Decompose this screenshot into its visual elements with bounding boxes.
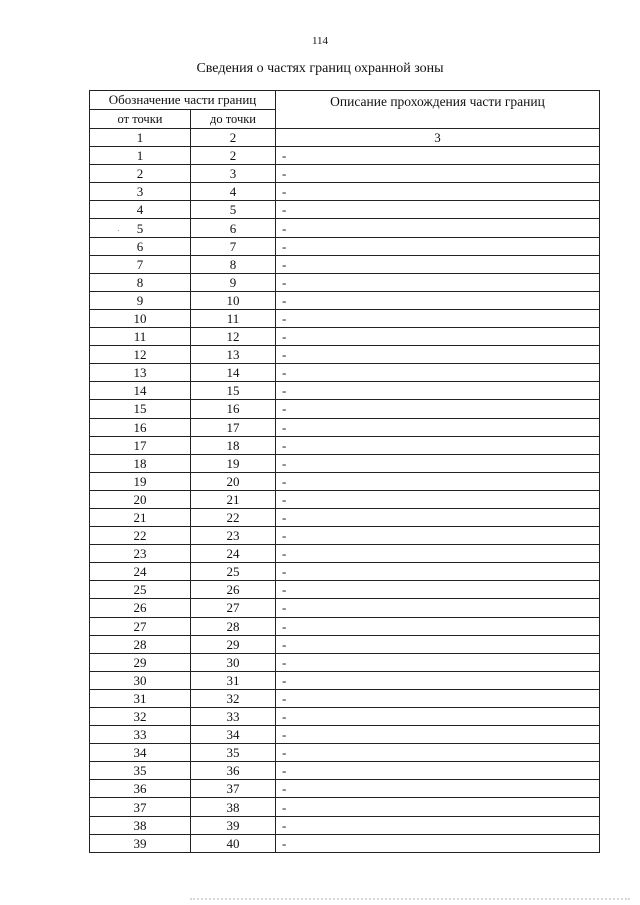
table-row [90,400,600,418]
to-point-cell: 35 [191,744,276,762]
description-cell: - [276,527,600,545]
to-point-cell: 25 [191,563,276,581]
to-point-cell: 39 [191,816,276,834]
header-from-point: от точки [90,110,191,129]
from-point-cell: 39 [90,834,191,852]
table-row [90,508,600,526]
description-cell: - [276,291,600,309]
description-cell: - [276,364,600,382]
from-point-cell: 5 [90,219,191,237]
description-cell: - [276,762,600,780]
table-row [90,201,600,219]
to-point-cell: 19 [191,454,276,472]
from-point-cell: 36 [90,780,191,798]
to-point-cell: 17 [191,418,276,436]
to-point-cell: 16 [191,400,276,418]
from-point-cell: 31 [90,689,191,707]
description-cell: - [276,780,600,798]
from-point-cell: 1 [90,147,191,165]
from-point-cell: 20 [90,490,191,508]
to-point-cell: 2 [191,147,276,165]
table-row [90,671,600,689]
table-row [90,635,600,653]
from-point-cell: 17 [90,436,191,454]
table-row [90,581,600,599]
table-row [90,834,600,852]
table-row [90,454,600,472]
to-point-cell: 37 [191,780,276,798]
description-cell: - [276,472,600,490]
to-point-cell: 26 [191,581,276,599]
from-point-cell: 12 [90,346,191,364]
to-point-cell: 10 [191,291,276,309]
description-cell: - [276,436,600,454]
table-row [90,762,600,780]
to-point-cell: 30 [191,653,276,671]
to-point-cell: 9 [191,273,276,291]
description-cell: - [276,744,600,762]
description-cell: - [276,490,600,508]
to-point-cell: 34 [191,726,276,744]
description-cell: - [276,382,600,400]
to-point-cell: 29 [191,635,276,653]
table-row [90,689,600,707]
description-cell: - [276,617,600,635]
document-title: Сведения о частях границ охранной зоны [196,61,444,76]
description-cell: - [276,599,600,617]
from-point-cell: 4 [90,201,191,219]
description-cell: - [276,653,600,671]
table-row [90,599,600,617]
description-cell: - [276,834,600,852]
to-point-cell: 4 [191,183,276,201]
from-point-cell: 13 [90,364,191,382]
description-cell: - [276,581,600,599]
table-row [90,165,600,183]
table-row [90,364,600,382]
table-row [90,545,600,563]
description-cell: - [276,219,600,237]
header-part-designation: Обозначение части границ [90,91,276,110]
description-cell: - [276,545,600,563]
description-cell: - [276,400,600,418]
column-index-3: 3 [276,129,600,147]
from-point-cell: 30 [90,671,191,689]
table-row [90,726,600,744]
to-point-cell: 5 [191,201,276,219]
from-point-cell: 2 [90,165,191,183]
from-point-cell: 18 [90,454,191,472]
from-point-cell: 14 [90,382,191,400]
to-point-cell: 33 [191,708,276,726]
description-cell: - [276,418,600,436]
to-point-cell: 14 [191,364,276,382]
from-point-cell: 7 [90,255,191,273]
table-row [90,346,600,364]
column-index-1: 1 [90,129,191,147]
from-point-cell: 9 [90,291,191,309]
table-row [90,237,600,255]
from-point-cell: 32 [90,708,191,726]
table-row [90,291,600,309]
description-cell: - [276,328,600,346]
description-cell: - [276,635,600,653]
description-cell: - [276,726,600,744]
table-row [90,219,600,237]
table-row [90,490,600,508]
to-point-cell: 31 [191,671,276,689]
from-point-cell: 34 [90,744,191,762]
from-point-cell: 29 [90,653,191,671]
from-point-cell: 35 [90,762,191,780]
to-point-cell: 18 [191,436,276,454]
to-point-cell: 28 [191,617,276,635]
to-point-cell: 27 [191,599,276,617]
from-point-cell: 15 [90,400,191,418]
from-point-cell: 38 [90,816,191,834]
description-cell: - [276,309,600,327]
from-point-cell: 27 [90,617,191,635]
table-row [90,147,600,165]
table-row [90,527,600,545]
from-point-cell: 22 [90,527,191,545]
to-point-cell: 12 [191,328,276,346]
from-point-cell: 25 [90,581,191,599]
table-row [90,617,600,635]
to-point-cell: 36 [191,762,276,780]
from-point-cell: 33 [90,726,191,744]
from-point-cell: 28 [90,635,191,653]
description-cell: - [276,255,600,273]
description-cell: - [276,671,600,689]
description-cell: - [276,147,600,165]
from-point-cell: 16 [90,418,191,436]
description-cell: - [276,201,600,219]
description-cell: - [276,183,600,201]
from-point-cell: 19 [90,472,191,490]
table-row [90,472,600,490]
column-index-row [90,129,600,147]
table-row [90,255,600,273]
description-cell: - [276,508,600,526]
from-point-cell: 26 [90,599,191,617]
to-point-cell: 13 [191,346,276,364]
description-cell: - [276,708,600,726]
table-row [90,328,600,346]
table-row [90,418,600,436]
column-index-2: 2 [191,129,276,147]
faded-footer-line [190,898,630,903]
from-point-cell: 21 [90,508,191,526]
to-point-cell: 3 [191,165,276,183]
description-cell: - [276,346,600,364]
table-row [90,653,600,671]
from-point-cell: 10 [90,309,191,327]
from-point-cell: 3 [90,183,191,201]
to-point-cell: 24 [191,545,276,563]
table-row [90,309,600,327]
to-point-cell: 40 [191,834,276,852]
from-point-cell: 23 [90,545,191,563]
table-row [90,563,600,581]
description-cell: - [276,689,600,707]
boundary-parts-table [89,90,600,853]
description-cell: - [276,273,600,291]
header-to-point: до точки [191,110,276,129]
from-point-cell: 8 [90,273,191,291]
description-cell: - [276,816,600,834]
to-point-cell: 8 [191,255,276,273]
to-point-cell: 23 [191,527,276,545]
from-point-cell: 24 [90,563,191,581]
to-point-cell: 32 [191,689,276,707]
table-row [90,816,600,834]
table-row [90,798,600,816]
from-point-cell: 11 [90,328,191,346]
description-cell: - [276,454,600,472]
scan-speck [118,230,119,231]
description-cell: - [276,165,600,183]
table-row [90,183,600,201]
to-point-cell: 38 [191,798,276,816]
description-cell: - [276,237,600,255]
description-cell: - [276,563,600,581]
table-row [90,273,600,291]
description-cell: - [276,798,600,816]
table-row [90,780,600,798]
table-row [90,708,600,726]
to-point-cell: 22 [191,508,276,526]
table-row [90,382,600,400]
to-point-cell: 7 [191,237,276,255]
to-point-cell: 6 [191,219,276,237]
to-point-cell: 21 [191,490,276,508]
to-point-cell: 20 [191,472,276,490]
from-point-cell: 37 [90,798,191,816]
page-number: 114 [311,35,329,47]
to-point-cell: 11 [191,309,276,327]
table-row [90,744,600,762]
to-point-cell: 15 [191,382,276,400]
table-row [90,436,600,454]
from-point-cell: 6 [90,237,191,255]
header-description: Описание прохождения части границ [276,91,600,129]
